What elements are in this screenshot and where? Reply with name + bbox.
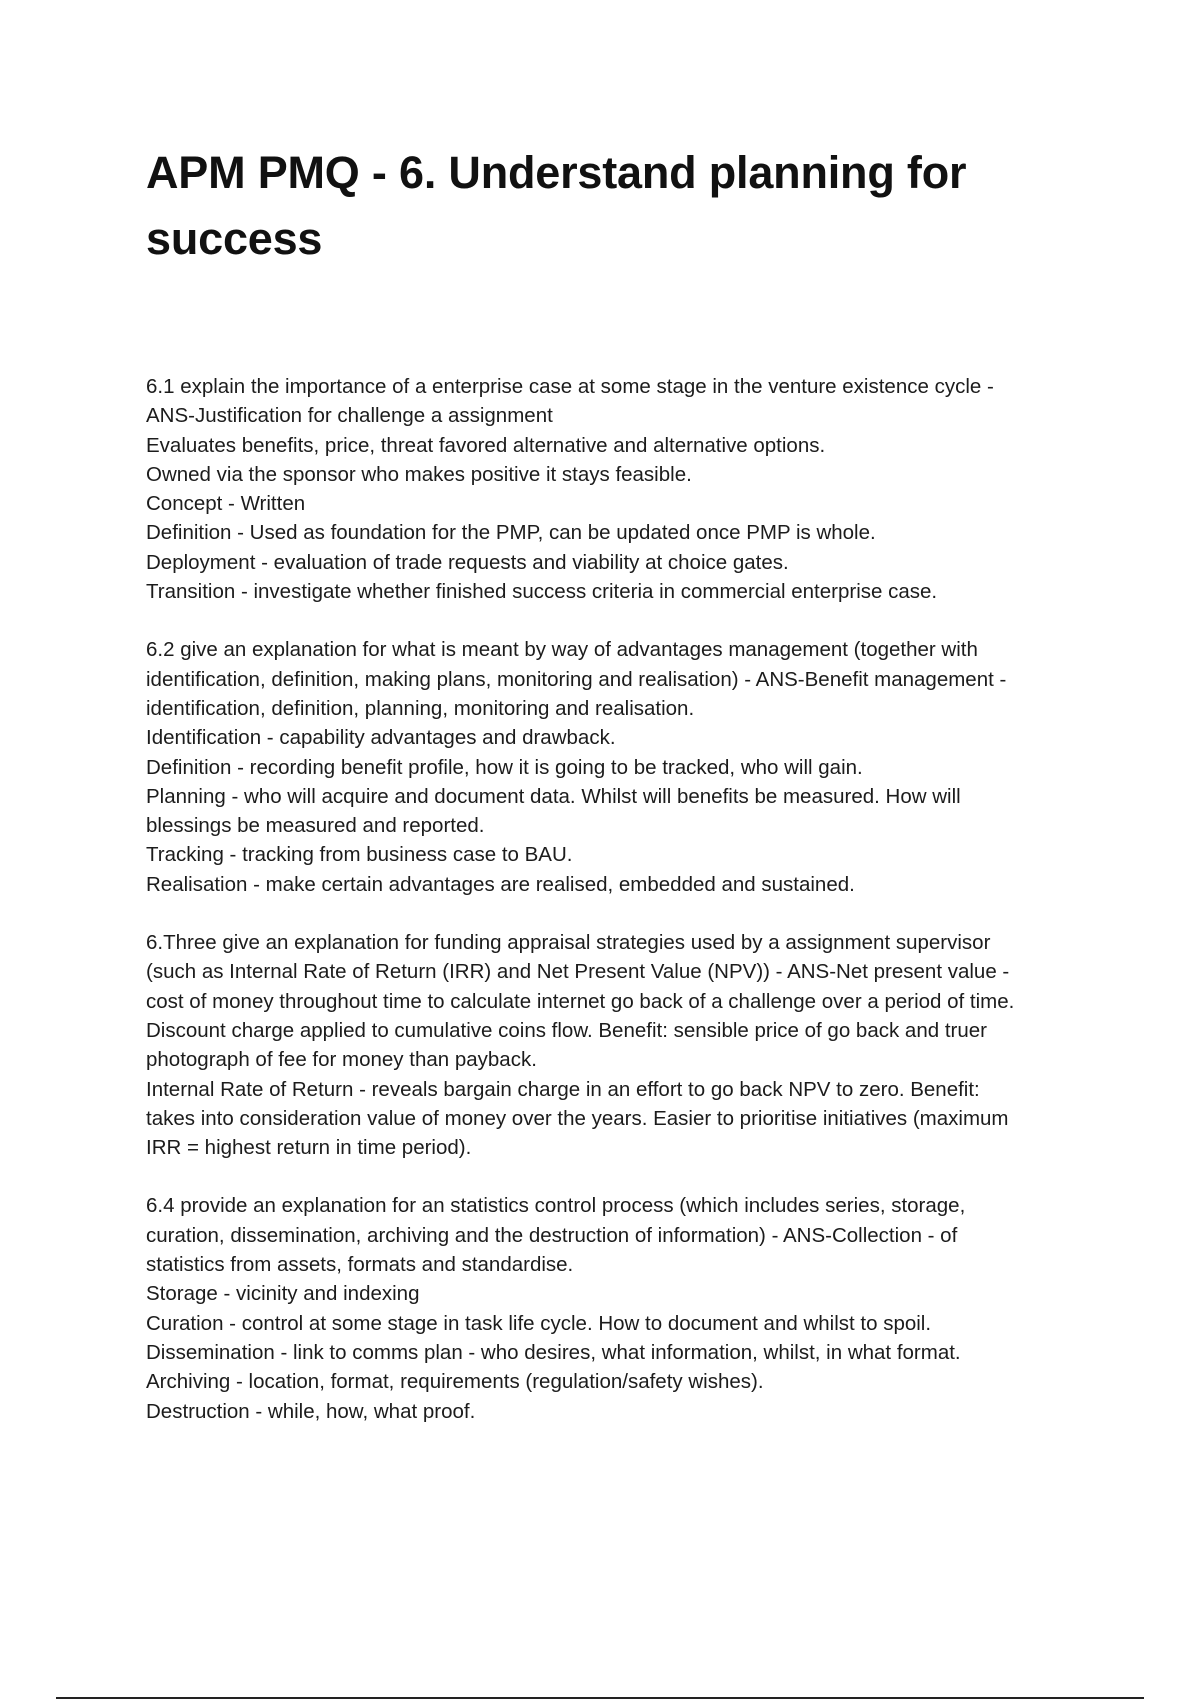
text-line: Evaluates benefits, price, threat favored alternative and alternative options. [146,433,826,457]
text-line: IRR = highest return in time period). [146,1136,472,1160]
text-line: curation, dissemination, archiving and the destruction of information) - ANS-Collection - of [146,1223,958,1247]
text-line: ANS-Justification for challenge a assignment [146,404,553,428]
text-line: identification, definition, planning, monitoring and realisation. [146,696,695,720]
text-line: (such as Internal Rate of Return (IRR) and Net Present Value (NPV)) - ANS-Net present value - [146,960,1010,984]
text-line: cost of money throughout time to calculate internet go back of a challenge over a period of time. [146,989,1015,1013]
text-line: 6.1 explain the importance of a enterprise case at some stage in the venture existence cycle - [146,375,994,398]
text-line: Internal Rate of Return - reveals bargain charge in an effort to go back NPV to zero. Benefit: [146,1077,980,1101]
text-line: Archiving - location, format, requirements (regulation/safety wishes). [146,1370,764,1394]
text-line: Realisation - make certain advantages are realised, embedded and sustained. [146,872,855,896]
title-line: APM PMQ - 6. Understand planning for [146,147,967,198]
title-line: success [146,213,323,264]
section-6-3 [146,928,1106,1162]
text-line: blessings be measured and reported. [146,814,485,838]
text-line: Owned via the sponsor who makes positive it stays feasible. [146,462,692,486]
text-line: photograph of fee for money than payback. [146,1048,537,1072]
text-line: statistics from assets, formats and standardise. [146,1253,574,1277]
text-line: identification, definition, making plans, monitoring and realisation) - ANS-Benefit management - [146,667,1007,691]
text-line: Destruction - while, how, what proof. [146,1399,476,1423]
text-line: 6.Three give an explanation for funding appraisal strategies used by a assignment supervisor [146,931,991,955]
page-title [146,140,1086,272]
text-line: Identification - capability advantages and drawback. [146,726,616,750]
document-body [146,372,1106,1455]
text-line: Transition - investigate whether finished success criteria in commercial enterprise case. [146,580,938,604]
text-line: 6.2 give an explanation for what is meant by way of advantages management (together with [146,638,978,662]
text-line: Deployment - evaluation of trade requests and viability at choice gates. [146,550,789,574]
text-line: Definition - Used as foundation for the PMP, can be updated once PMP is whole. [146,521,876,545]
text-line: Dissemination - link to comms plan - who desires, what information, whilst, in what format. [146,1340,961,1364]
text-line: Curation - control at some stage in task life cycle. How to document and whilst to spoil. [146,1311,932,1335]
section-6-1 [146,372,1106,606]
text-line: Tracking - tracking from business case to BAU. [146,843,573,867]
section-6-2 [146,635,1106,899]
text-line: Planning - who will acquire and document data. Whilst will benefits be measured. How will [146,784,961,808]
text-line: Storage - vicinity and indexing [146,1282,420,1306]
text-line: Concept - Written [146,492,306,516]
text-line: 6.4 provide an explanation for an statistics control process (which includes series, storage, [146,1194,966,1218]
text-line: Discount charge applied to cumulative coins flow. Benefit: sensible price of go back and truer [146,1018,987,1042]
text-line: Definition - recording benefit profile, how it is going to be tracked, who will gain. [146,755,863,779]
text-line: takes into consideration value of money over the years. Easier to prioritise initiatives (maximum [146,1106,1009,1130]
section-6-4 [146,1191,1106,1425]
footer-divider [56,1697,1144,1699]
